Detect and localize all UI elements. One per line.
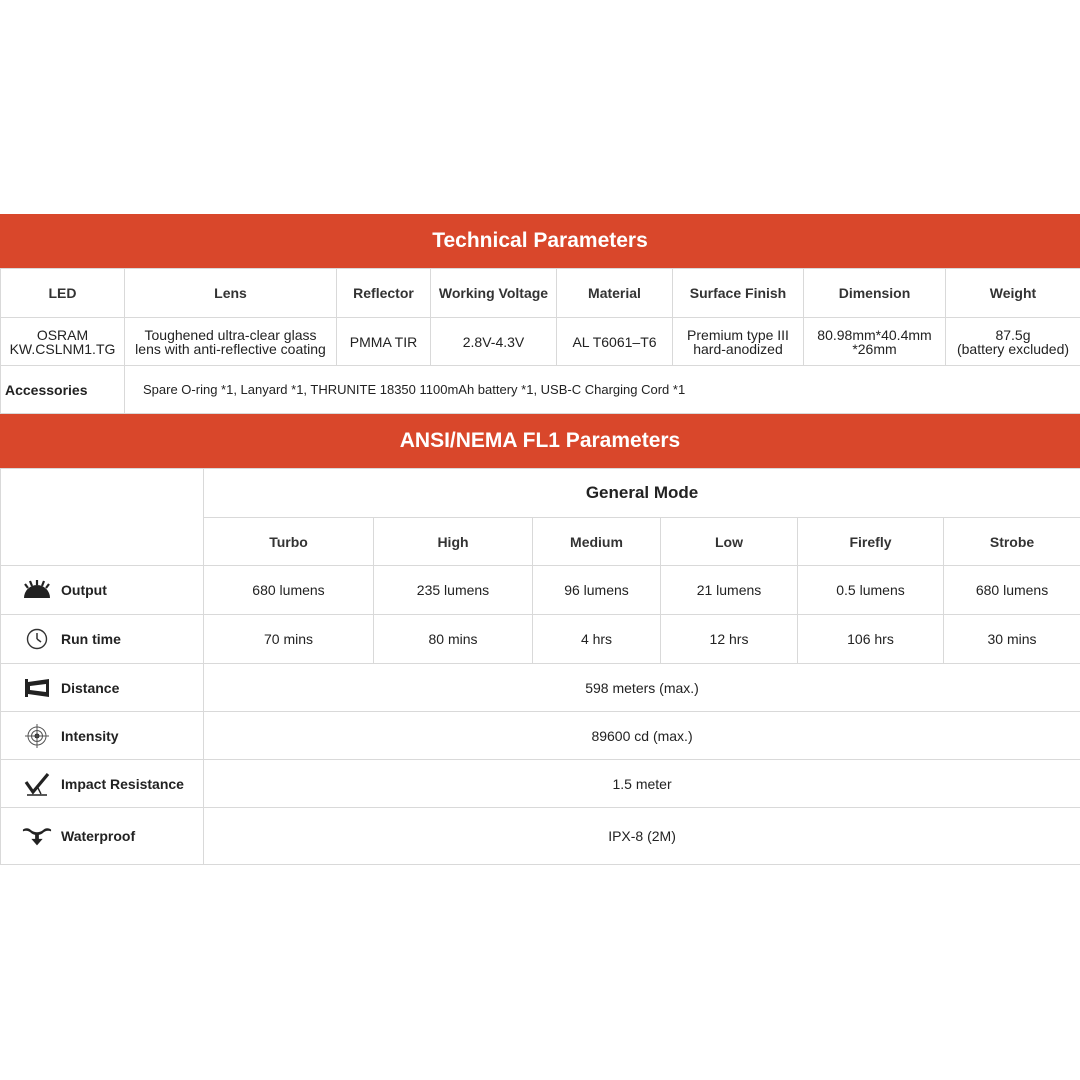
header-reflector: Reflector [337,269,431,318]
header-working-voltage: Working Voltage [431,269,557,318]
value-weight: 87.5g (battery excluded) [946,318,1080,366]
corner-cell [1,469,204,566]
output-label-cell [1,566,204,615]
output-value-turbo: 680 lumens [204,566,374,615]
distance-row [1,664,1080,712]
header-dimension: Dimension [804,269,946,318]
value-dimension: 80.98mm*40.4mm *26mm [804,318,946,366]
runtime-value-strobe: 30 mins [944,615,1080,664]
mode-high: High [374,518,533,566]
mode-medium: Medium [533,518,661,566]
runtime-label-cell [1,615,204,664]
runtime-value-turbo: 70 mins [204,615,374,664]
mode-turbo: Turbo [204,518,374,566]
technical-parameters-table [0,268,1080,414]
waterproof-label-cell [1,808,204,865]
mode-low: Low [661,518,798,566]
value-led: OSRAM KW.CSLNM1.TG [1,318,125,366]
intensity-label-cell [1,712,204,760]
technical-parameters-banner [0,214,1080,268]
accessories-label: Accessories [1,366,125,414]
ansi-parameters-title: ANSI/NEMA FL1 Parameters [399,429,681,452]
general-mode-row [1,469,1080,518]
intensity-label: Intensity [61,727,119,744]
distance-value: 598 meters (max.) [204,664,1080,712]
impact-label-cell [1,760,204,808]
waterproof-value: IPX-8 (2M) [204,808,1080,865]
runtime-value-firefly: 106 hrs [798,615,944,664]
mode-firefly: Firefly [798,518,944,566]
ansi-parameters-table [0,468,1080,865]
runtime-row [1,615,1080,664]
impact-row [1,760,1080,808]
output-value-low: 21 lumens [661,566,798,615]
technical-header-row [1,269,1080,318]
intensity-row [1,712,1080,760]
ansi-parameters-banner [0,414,1080,468]
value-lens: Toughened ultra-clear glass lens with anti-reflective coating [125,318,337,366]
waterproof-icon [22,823,52,849]
runtime-label: Run time [61,631,121,647]
output-icon [22,577,52,603]
value-reflector: PMMA TIR [337,318,431,366]
output-value-strobe: 680 lumens [944,566,1080,615]
header-weight: Weight [946,269,1080,318]
mode-strobe: Strobe [944,518,1080,566]
waterproof-row [1,808,1080,865]
runtime-value-medium: 4 hrs [533,615,661,664]
header-surface-finish: Surface Finish [673,269,804,318]
header-lens: Lens [125,269,337,318]
output-value-high: 235 lumens [374,566,533,615]
intensity-value: 89600 cd (max.) [204,712,1080,760]
impact-icon [22,771,52,797]
header-led: LED [1,269,125,318]
accessories-row [1,366,1080,414]
technical-value-row [1,318,1080,366]
impact-value: 1.5 meter [204,760,1080,808]
output-value-medium: 96 lumens [533,566,661,615]
header-material: Material [557,269,673,318]
general-mode-label: General Mode [204,469,1080,518]
waterproof-label: Waterproof [61,828,136,844]
runtime-value-low: 12 hrs [661,615,798,664]
output-label: Output [61,582,107,598]
clock-icon [22,626,52,652]
technical-parameters-title: Technical Parameters [432,229,648,252]
value-material: AL T6061–T6 [557,318,673,366]
distance-label-cell [1,664,204,712]
value-surface-finish: Premium type III hard-anodized [673,318,804,366]
accessories-value: Spare O-ring *1, Lanyard *1, THRUNITE 18350 1100mAh battery *1, USB-C Charging Cord *1 [125,366,1080,414]
target-icon [22,723,52,749]
runtime-value-high: 80 mins [374,615,533,664]
impact-label: Impact Resistance [61,775,184,792]
value-working-voltage: 2.8V-4.3V [431,318,557,366]
output-row [1,566,1080,615]
output-value-firefly: 0.5 lumens [798,566,944,615]
distance-label: Distance [61,679,120,696]
distance-icon [22,675,52,701]
